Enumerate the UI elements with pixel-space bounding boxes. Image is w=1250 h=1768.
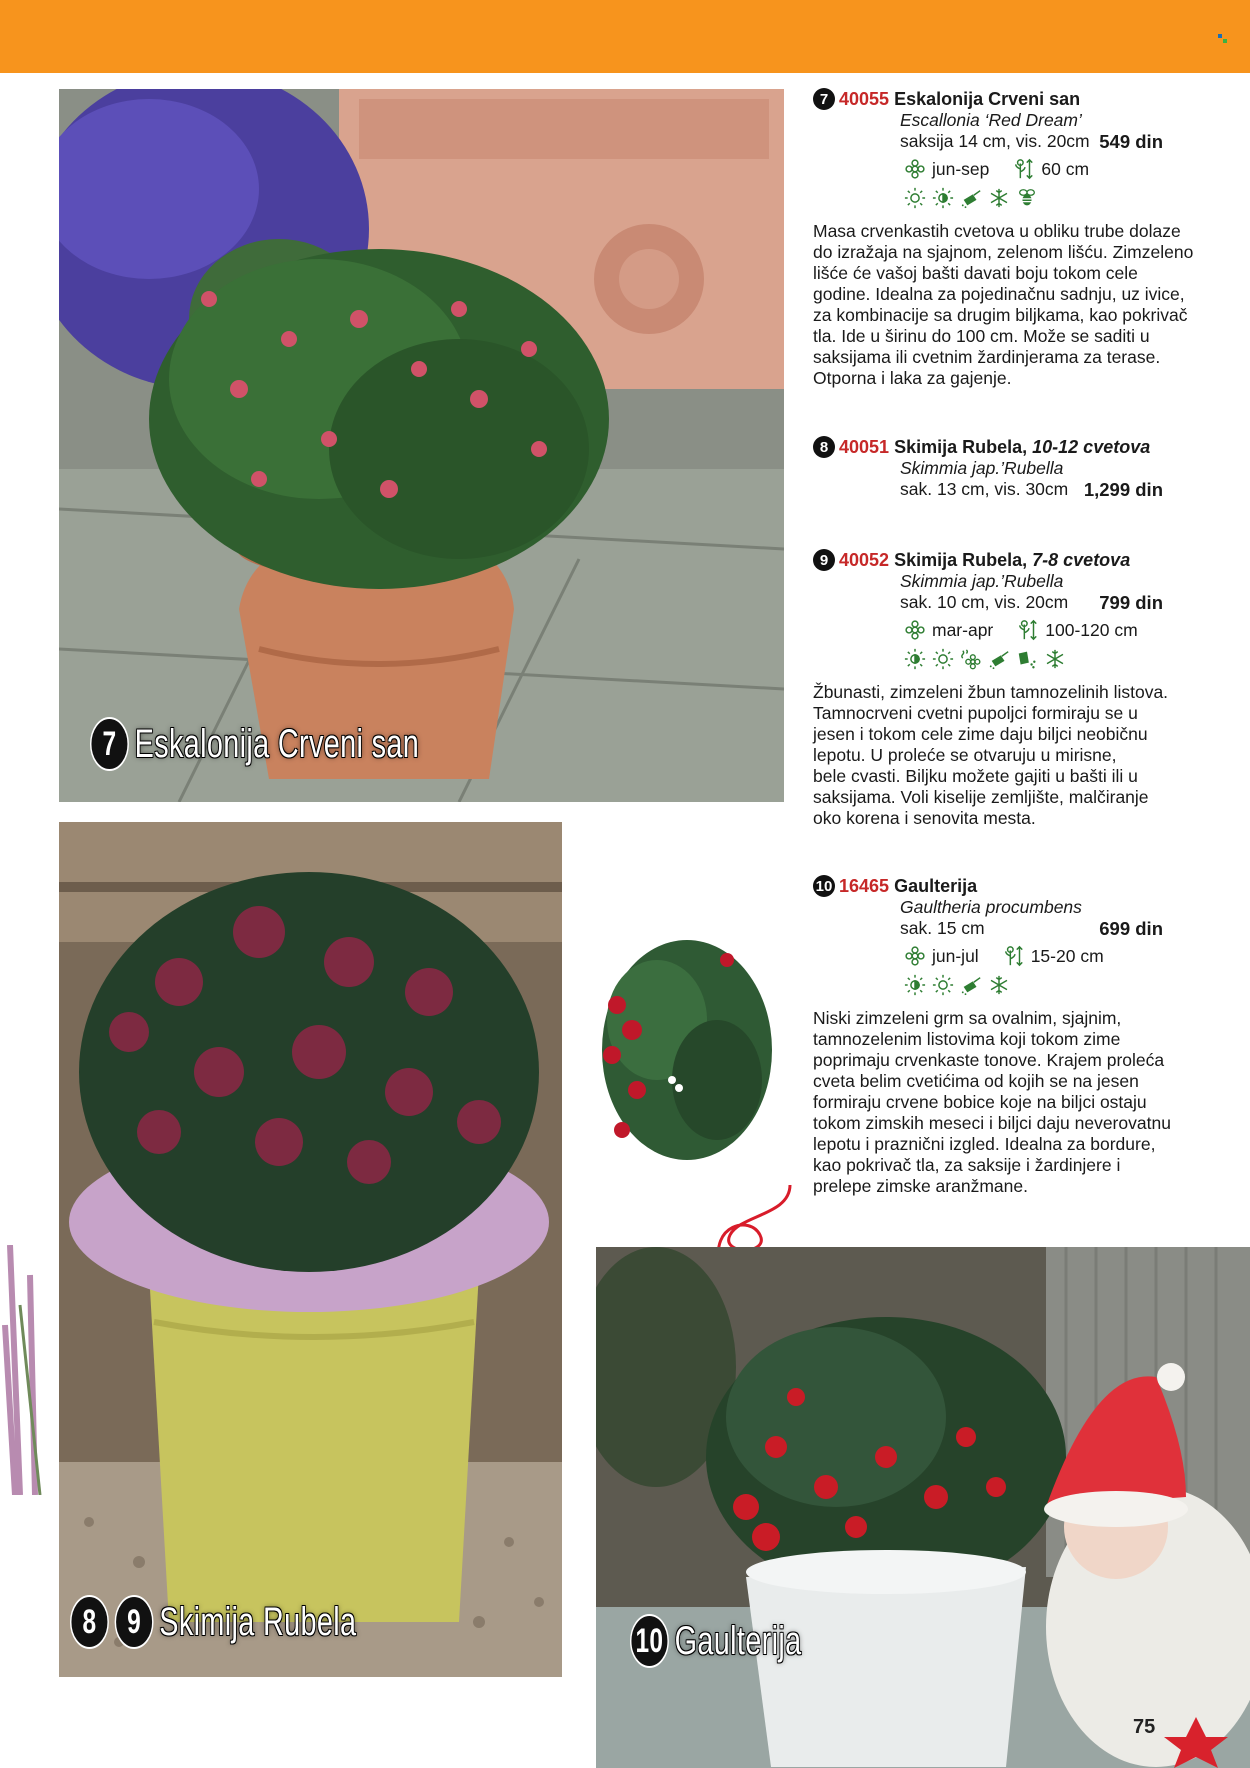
product-name: Eskalonija Crveni san — [894, 88, 1081, 109]
product-name: Skimija Rubela — [894, 436, 1023, 457]
description-line: jesen i tokom cele zime daju biljci neobičnu — [813, 724, 1148, 744]
description-line: tamnozelenim listovima koji tokom zime — [813, 1029, 1121, 1049]
description-line: kao pokrivač tla, za saksije i žardinjere i — [813, 1155, 1121, 1175]
product-40055 — [813, 88, 1194, 389]
pot-size: saksija 14 cm, vis. 20cm — [900, 131, 1090, 151]
label-text: Gaulterija — [674, 1618, 802, 1663]
number-badge: 10 — [813, 875, 835, 897]
description-line: saksijama. Voli kiselije zemljište, malčiranje — [813, 787, 1149, 807]
product-name: Skimija Rubela — [894, 549, 1023, 570]
care-icons — [904, 648, 1163, 670]
watering-can-icon — [960, 187, 982, 209]
half-shade-icon — [904, 974, 926, 996]
description-line: Niski zimzeleni grm sa ovalnim, sjajnim, — [813, 1008, 1122, 1028]
description-line: saksijama ili cvetnim žardinjerama za terase. — [813, 347, 1161, 367]
price: 799 din — [1099, 592, 1163, 613]
photo-heather-edge — [0, 1245, 60, 1495]
label-badge: 10 — [630, 1614, 669, 1668]
number-badge: 8 — [813, 436, 835, 458]
half-shade-icon — [904, 648, 926, 670]
pot-size: sak. 10 cm, vis. 20cm — [900, 592, 1069, 612]
price: 549 din — [1099, 131, 1163, 152]
description-line: poprimaju crvenkaste tonove. Krajem proleća — [813, 1050, 1165, 1070]
plant-height: 15-20 cm — [1030, 945, 1104, 966]
product-description — [813, 1008, 1171, 1197]
description-line: cveta belim cvetićima od kojih se na jesen — [813, 1071, 1139, 1091]
size-price-row — [900, 479, 1163, 500]
description-line: Masa crvenkastih cvetova u obliku trube dolaze — [813, 221, 1181, 241]
description-line: do izražaja na sjajnom, zelenom lišću. Zimzeleno — [813, 242, 1194, 262]
description-line: lišće će vašoj bašti davati boju tokom cele — [813, 263, 1138, 283]
photo-gaulterija-small — [577, 930, 775, 1190]
sun-icon — [932, 648, 954, 670]
description-line: tokom zimskih meseci i biljci daju neverovatnu — [813, 1113, 1171, 1133]
page-number: 75 — [1133, 1716, 1156, 1738]
care-icons — [904, 187, 1163, 209]
description-line: godine. Idealna za pojedinačnu sadnju, uz ivice, — [813, 284, 1185, 304]
product-description — [813, 221, 1194, 389]
pot-size: sak. 15 cm — [900, 918, 985, 938]
description-line: Otporna i laka za gajenje. — [813, 368, 1012, 388]
latin-name: Skimmia jap.’Rubella — [900, 571, 1064, 591]
product-code: 16465 — [839, 875, 890, 896]
description-line: za kombinacije sa drugim biljkama, kao pokrivač — [813, 305, 1188, 325]
label-badge: 7 — [90, 717, 129, 771]
scented-flower-icon — [960, 648, 982, 670]
product-code: 40055 — [839, 88, 890, 109]
header-bar — [0, 0, 1250, 73]
bee-icon — [1016, 187, 1038, 209]
flower-icon — [904, 945, 926, 967]
product-heading — [813, 875, 1163, 897]
label-badge: 9 — [115, 1595, 154, 1649]
photo-label-eskalonija — [90, 717, 419, 771]
description-line: Tamnocrveni cvetni pupoljci formiraju se u — [813, 703, 1138, 723]
description-line: lepotu i praznični izgled. Idealna za bordure, — [813, 1134, 1156, 1154]
description-line: Žbunasti, zimzeleni žbun tamnozelinih listova. — [813, 682, 1169, 702]
bloom-height-row — [904, 945, 1163, 967]
product-40051 — [813, 436, 1163, 500]
flower-icon — [904, 158, 926, 180]
flower-icon — [904, 619, 926, 641]
size-price-row — [900, 918, 1163, 939]
bloom-height-row — [904, 158, 1163, 180]
photo-skimija — [59, 822, 562, 1677]
half-shade-icon — [932, 187, 954, 209]
description-line: oko korena i senovita mesta. — [813, 808, 1036, 828]
plant-height: 100-120 cm — [1045, 619, 1138, 640]
label-badge: 8 — [70, 1595, 109, 1649]
photo-gaulterija-big — [596, 1247, 1250, 1768]
sun-icon — [904, 187, 926, 209]
product-40052 — [813, 549, 1169, 829]
plant-height-icon — [1013, 158, 1035, 180]
latin-name: Skimmia jap.’Rubella — [900, 458, 1064, 478]
price: 1,299 din — [1083, 479, 1163, 500]
label-text: Eskalonija Crveni san — [134, 721, 420, 766]
description-line: lepotu. U proleće se otvaruju u mirisne, — [813, 745, 1117, 765]
number-badge: 9 — [813, 549, 835, 571]
photo-label-skimija — [70, 1595, 356, 1649]
size-price-row — [900, 131, 1163, 152]
label-text: Skimija Rubela — [159, 1599, 357, 1644]
product-note: 10-12 cvetova — [1032, 436, 1151, 457]
number-badge: 7 — [813, 88, 835, 110]
photo-label-gaulterija — [630, 1614, 802, 1668]
bloom-period: jun-jul — [932, 945, 979, 966]
size-price-row — [900, 592, 1163, 613]
product-description — [813, 682, 1169, 829]
bloom-period: jun-sep — [932, 158, 990, 179]
corner-mark-icon — [1218, 34, 1228, 44]
latin-name: Gaultheria procumbens — [900, 897, 1082, 917]
bloom-height-row — [904, 619, 1163, 641]
care-icons — [904, 974, 1163, 996]
product-note: 7-8 cvetova — [1032, 549, 1131, 570]
product-heading: 9 40052 Skimija Rubela , 7-8 cvetova — [813, 549, 1163, 571]
frost-hardy-icon — [1044, 648, 1066, 670]
frost-hardy-icon — [988, 974, 1010, 996]
description-line: tla. Ide u širinu do 100 cm. Može se saditi u — [813, 326, 1150, 346]
product-heading — [813, 88, 1163, 110]
description-line: prelepe zimske aranžmane. — [813, 1176, 1028, 1196]
bloom-period: mar-apr — [932, 619, 994, 640]
watering-can-icon — [988, 648, 1010, 670]
frost-hardy-icon — [988, 187, 1010, 209]
pot-size: sak. 13 cm, vis. 30cm — [900, 479, 1069, 499]
watering-can-icon — [960, 974, 982, 996]
latin-name: Escallonia ‘Red Dream’ — [900, 110, 1082, 130]
plant-height-icon — [1003, 945, 1025, 967]
product-code: 40052 — [839, 549, 890, 570]
sun-icon — [932, 974, 954, 996]
description-line: formiraju crvene bobice koje na biljci ostaju — [813, 1092, 1147, 1112]
product-name: Gaulterija — [894, 875, 978, 896]
product-16465 — [813, 875, 1171, 1197]
photo-eskalonija — [59, 89, 784, 802]
product-code: 40051 — [839, 436, 890, 457]
fertilizer-icon — [1016, 648, 1038, 670]
description-line: bele cvasti. Biljku možete gajiti u bašti ili u — [813, 766, 1138, 786]
price: 699 din — [1099, 918, 1163, 939]
plant-height-icon — [1017, 619, 1039, 641]
product-heading: 8 40051 Skimija Rubela , 10-12 cvetova — [813, 436, 1163, 458]
plant-height: 60 cm — [1041, 158, 1090, 179]
